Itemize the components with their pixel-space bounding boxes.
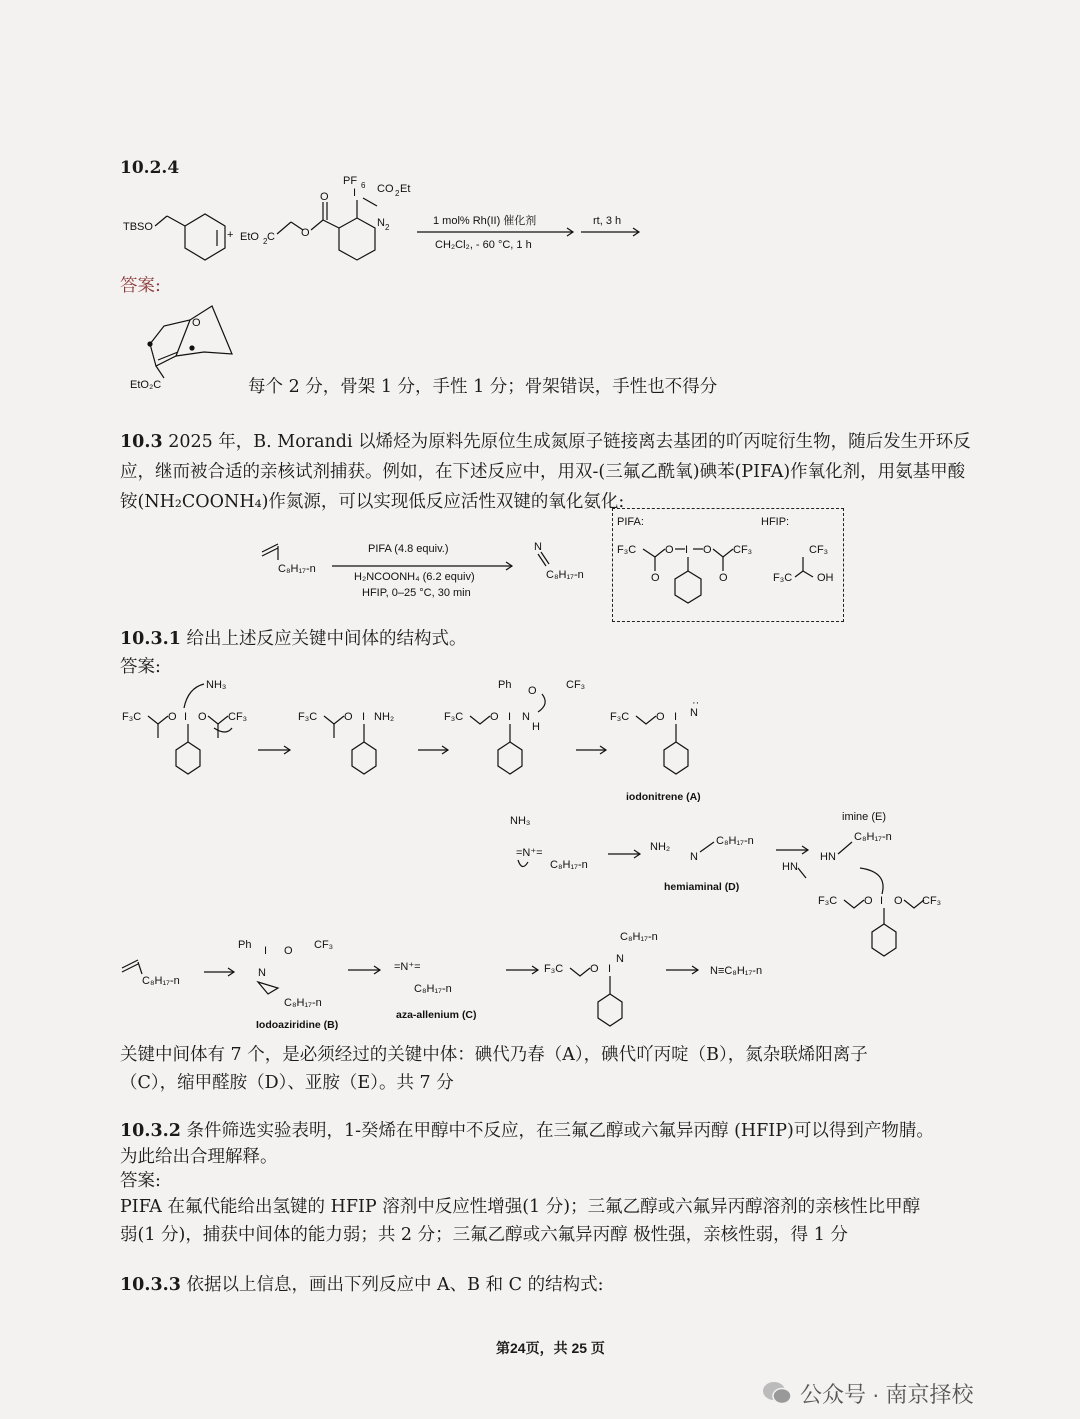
svg-text:C₈H₁₇-n: C₈H₁₇-n [716, 835, 754, 847]
answer-10-3-2-line2: 弱(1 分)，捕获中间体的能力弱；共 2 分；三氟乙醇或六氟异丙醇 极性强，亲核性弱，得 1 分 [120, 1225, 848, 1245]
svg-text:EtO₂C: EtO₂C [130, 379, 162, 391]
svg-text:PIFA (4.8 equiv.): PIFA (4.8 equiv.) [368, 543, 449, 555]
svg-text:C₈H₁₇-n: C₈H₁₇-n [284, 997, 322, 1009]
svg-text:+: + [227, 229, 234, 241]
svg-text:N: N [377, 217, 385, 229]
svg-text:HN: HN [782, 861, 798, 873]
svg-text:I: I [508, 711, 512, 723]
svg-text:C₈H₁₇-n: C₈H₁₇-n [414, 983, 452, 995]
answer-label-10-3-1: 答案: [120, 657, 161, 677]
svg-text:HFIP, 0–25 °C, 30 min: HFIP, 0–25 °C, 30 min [362, 587, 471, 599]
svg-text:N: N [690, 851, 698, 863]
svg-text:N: N [534, 541, 542, 553]
label-aza-allenium: aza-allenium (C) [396, 1009, 477, 1021]
svg-text:H: H [532, 721, 540, 733]
svg-text:HN: HN [820, 851, 836, 863]
svg-text:NH₃: NH₃ [510, 815, 531, 827]
svg-text:O: O [168, 711, 177, 723]
svg-text:O: O [703, 544, 712, 556]
svg-text:I: I [674, 711, 678, 723]
section-heading-10-3-1: 10.3.1 [120, 629, 181, 649]
section-heading-10-3-3: 10.3.3 [120, 1275, 181, 1295]
svg-text:OH: OH [817, 572, 834, 584]
svg-text:O: O [590, 963, 599, 975]
eto2c-label: EtO [240, 231, 259, 243]
question-10-3-2-line2: 为此给出合理解释。 [120, 1147, 278, 1167]
section-heading-10-3: 10.3 [120, 432, 163, 452]
svg-text:2: 2 [385, 223, 390, 232]
page-number: 第24页，共 25 页 [496, 1340, 605, 1356]
svg-text:O: O [301, 227, 310, 239]
svg-text:O: O [864, 895, 873, 907]
svg-text:F₃C: F₃C [122, 711, 142, 723]
svg-text:I: I [685, 544, 689, 556]
svg-text:C₈H₁₇-n: C₈H₁₇-n [854, 831, 892, 843]
svg-text:F₃C: F₃C [298, 711, 318, 723]
svg-text:O: O [665, 544, 674, 556]
svg-text:2: 2 [263, 237, 268, 246]
watermark: 公众号 · 南京择校 [762, 1376, 1022, 1410]
svg-text:=N⁺=: =N⁺= [394, 961, 421, 973]
label-imine: imine (E) [842, 811, 887, 823]
svg-text:F₃C: F₃C [610, 711, 630, 723]
svg-text:CF₃: CF₃ [733, 544, 753, 556]
svg-text:F₃C: F₃C [544, 963, 564, 975]
product-structure-10-2-4 [120, 296, 250, 396]
svg-text:N: N [616, 953, 624, 965]
mechanism-diagram [118, 672, 942, 1032]
answer-label-10-3-2: 答案: [120, 1171, 161, 1191]
answer-10-3-2-line1: PIFA 在氟代能给出氢键的 HFIP 溶剂中反应性增强(1 分)；三氟乙醇或六氟异丙醇溶剂的亲核性比甲醇 [120, 1197, 921, 1217]
conditions-2-top: rt, 3 h [593, 215, 622, 227]
scoring-note-10-2-4: 每个 2 分，骨架 1 分，手性 1 分；骨架错误，手性也不得分 [248, 377, 718, 397]
svg-text:O: O [719, 572, 728, 584]
svg-text:C₈H₁₇-n: C₈H₁₇-n [546, 569, 584, 581]
svg-text:CF₃: CF₃ [314, 939, 334, 951]
svg-text:O: O [192, 317, 201, 329]
conditions-1-top: 1 mol% Rh(II) 催化剂 [433, 215, 537, 227]
svg-text:C: C [267, 231, 275, 243]
svg-text:I: I [264, 945, 268, 957]
svg-text:NH₃: NH₃ [206, 679, 227, 691]
label-hemiaminal: hemiaminal (D) [664, 881, 740, 893]
svg-text:C₈H₁₇-n: C₈H₁₇-n [550, 859, 588, 871]
svg-text:C₈H₁₇-n: C₈H₁₇-n [142, 975, 180, 987]
svg-text:CF₃: CF₃ [228, 711, 248, 723]
paragraph-10-3: 10.3 2025 年，B. Morandi 以烯烃为原料先原位生成氮原子链接离去基团的吖丙啶衍生物，随后发生开环反应，继而被合适的亲核试剂捕获。例如，在下述反应中，用双-(三氟乙酰氧)碘苯(PIFA)作氧化剂，用氨基甲酸铵(NH₂COONH₄)作氮源，可以实现低反应活性双键的氧化氨化: [120, 432, 971, 512]
svg-text:CF₃: CF₃ [566, 679, 586, 691]
svg-text:F₃C: F₃C [773, 572, 793, 584]
svg-text:F₃C: F₃C [818, 895, 838, 907]
section-heading-10-2-4: 10.2.4 [120, 158, 180, 178]
final-nitrile: N≡C₈H₁₇-n [710, 965, 763, 977]
svg-text:CO: CO [377, 183, 394, 195]
svg-text:N: N [522, 711, 530, 723]
svg-text:C₈H₁₇-n: C₈H₁₇-n [620, 931, 658, 943]
reaction-scheme-10-2-4 [115, 170, 655, 280]
svg-text:2: 2 [395, 189, 400, 198]
label-iodonitrene: iodonitrene (A) [626, 791, 701, 803]
svg-text:O: O [198, 711, 207, 723]
label-iodoaziridine: Iodoaziridine (B) [256, 1019, 339, 1031]
svg-text:I: I [608, 963, 612, 975]
svg-text:CF₃: CF₃ [922, 895, 942, 907]
answer-label-10-2-4: 答案: [120, 276, 161, 296]
svg-text:=N⁺=: =N⁺= [516, 847, 543, 859]
svg-text:I: I [353, 187, 357, 199]
svg-text:I: I [880, 895, 884, 907]
svg-text:O: O [656, 711, 665, 723]
question-10-3-2-line1: 10.3.2 条件筛选实验表明，1-癸烯在甲醇中不反应，在三氟乙醇或六氟异丙醇 (HFIP)可以得到产物腈。 [120, 1121, 934, 1141]
svg-text:PF: PF [343, 175, 358, 187]
tbso-label: TBSO [123, 221, 153, 233]
svg-text:Ph: Ph [498, 679, 512, 691]
svg-text:O: O [284, 945, 293, 957]
summary-10-3-1-line1: 关键中间体有 7 个，是必须经过的关键中体：碘代乃春（A），碘代吖丙啶（B），氮杂联烯阳离子 [120, 1045, 868, 1065]
svg-text:C₈H₁₇-n: C₈H₁₇-n [278, 563, 316, 575]
svg-text:F₃C: F₃C [444, 711, 464, 723]
section-heading-10-3-2: 10.3.2 [120, 1121, 181, 1141]
svg-text:N: N [258, 967, 266, 979]
svg-text:O: O [320, 191, 329, 203]
svg-text:O: O [651, 572, 660, 584]
question-10-3-1: 10.3.1 给出上述反应关键中间体的结构式。 [120, 629, 467, 649]
svg-text:O: O [344, 711, 353, 723]
svg-text:O: O [894, 895, 903, 907]
question-10-3-3: 10.3.3 依据以上信息，画出下列反应中 A、B 和 C 的结构式: [120, 1275, 604, 1295]
svg-text:NH₂: NH₂ [374, 711, 395, 723]
svg-text:F₃C: F₃C [617, 544, 637, 556]
svg-text:H₂NCOONH₄ (6.2 equiv): H₂NCOONH₄ (6.2 equiv) [354, 571, 475, 583]
svg-text:O: O [528, 685, 537, 697]
svg-text:··: ·· [692, 697, 700, 709]
summary-10-3-1-line2: （C），缩甲醛胺（D）、亚胺（E）。共 7 分 [120, 1073, 454, 1093]
svg-text:CF₃: CF₃ [809, 544, 829, 556]
svg-text:Et: Et [400, 183, 411, 195]
svg-text:NH₂: NH₂ [650, 841, 671, 853]
svg-text:O: O [490, 711, 499, 723]
svg-text:HFIP:: HFIP: [761, 516, 790, 528]
svg-text:Ph: Ph [238, 939, 252, 951]
conditions-1-bottom: CH₂Cl₂, - 60 °C, 1 h [435, 239, 532, 251]
wechat-icon [762, 1380, 792, 1406]
reaction-scheme-10-3 [250, 530, 610, 610]
svg-text:6: 6 [361, 181, 366, 190]
svg-text:I: I [362, 711, 366, 723]
reagent-legend-box [612, 508, 844, 622]
svg-text:I: I [184, 711, 188, 723]
svg-text:PIFA:: PIFA: [617, 516, 644, 528]
svg-text:N: N [690, 707, 698, 719]
